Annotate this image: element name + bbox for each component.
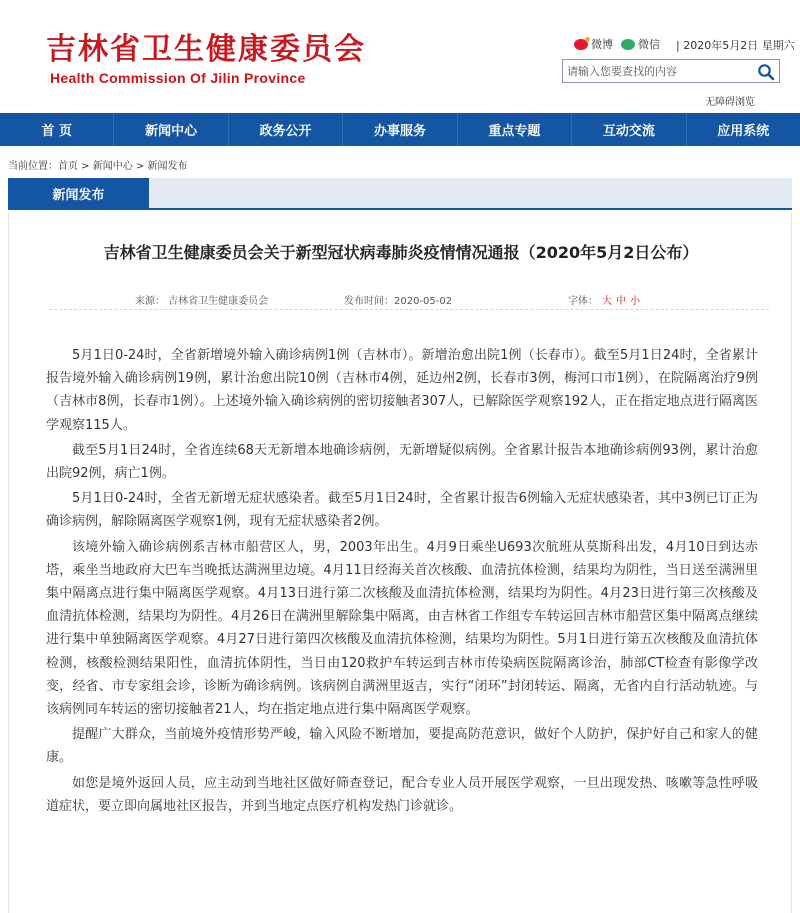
nav-government-affairs[interactable]: 政务公开 [229,113,343,146]
breadcrumb[interactable]: 当前位置：首页 > 新闻中心 > 新闻发布 [8,161,188,172]
weibo-label: 微博 [591,38,613,51]
site-title-cn[interactable]: 吉林省卫生健康委员会 [46,32,366,67]
article-paragraph: 该境外输入确诊病例系吉林市船营区人，男，2003年出生。4月9日乘坐U693次航班从莫斯科出发，4月10日到达赤塔，乘坐当地政府大巴车当晚抵达满洲里边境。4月11日经海关首次核酸、血清抗体检测，结果均为阴性，当日送至满洲里集中隔离点进行集中隔离医学观察。4月13日进行第二次核酸及血清抗体检测，结果均为阴性。4月23日进行第三次核酸及血清抗体检测，结果均为阴性。4月26日在满洲里解除集中隔离，由吉林省工作组专车转运回吉林市船营区集中隔离点继续进行集中单独隔离医学观察。4月27日进行第四次核酸及血清抗体检测，结果均为阴性。5月1日进行第五次核酸及血清抗体检测，核酸检测结果阳性，血清抗体阴性，当日由120救护车转运到吉林市传染病医院隔离诊治，肺部CT检查有影像学改变，经省、市专家组会诊，诊断为确诊病例。该病例自满洲里返吉，实行“闭环”封闭转运、隔离，无省内自行活动轨迹。与该病例同车转运的密切接触者21人，均在指定地点进行集中隔离医学观察。 [46,539,758,718]
article-paragraph: 5月1日0-24时，全省新增境外输入确诊病例1例（吉林市）。新增治愈出院1例（长春市）。截至5月1日24时，全省累计报告境外输入确诊病例19例，累计治愈出院10例（吉林市4例，延边州2例，长春市3例，梅河口市1例），在院隔离治疗9例（吉林市8例，长春市1例）。上述境外输入确诊病例的密切接触者307人，已解除医学观察192人，正在指定地点进行隔离医学观察115人。 [46,348,758,433]
main-nav [0,113,800,146]
font-size-label: 字体： [568,296,598,307]
article [8,212,792,913]
article-paragraph: 提醒广大群众，当前境外疫情形势严峻，输入风险不断增加，要提高防范意识，做好个人防护，保护好自己和家人的健康。 [46,727,758,766]
article-meta [49,288,769,310]
article-source: 来源： 吉林省卫生健康委员会 [135,296,269,307]
article-title: 吉林省卫生健康委员会关于新型冠状病毒肺炎疫情情况通报（2020年5月2日公布） [103,243,699,262]
current-date: | 2020年5月2日 星期六 [676,39,795,52]
nav-key-topics[interactable]: 重点专题 [458,113,572,146]
accessibility-link[interactable]: 无障碍浏览 [705,97,755,108]
weibo-link[interactable] [574,36,613,52]
section-bar [8,178,792,210]
nav-news-center[interactable]: 新闻中心 [114,113,228,146]
site-title-en[interactable]: Health Commission Of Jilin Province [50,70,306,86]
wechat-label: 微信 [638,38,660,51]
tab-news-release[interactable]: 新闻发布 [8,178,149,208]
article-paragraph: 截至5月1日24时，全省连续68天无新增本地确诊病例，无新增疑似病例。全省累计报告本地确诊病例93例，累计治愈出院92例，病亡1例。 [46,442,758,482]
nav-services[interactable]: 办事服务 [343,113,457,146]
font-size-small[interactable]: 小 [630,296,640,307]
nav-home[interactable]: 首 页 [0,113,114,146]
font-size-medium[interactable]: 中 [616,296,626,307]
wechat-icon [621,39,635,50]
article-body [46,344,758,818]
search-input[interactable] [567,62,747,80]
weibo-icon [574,39,588,50]
search-box [562,59,780,83]
nav-app-systems[interactable]: 应用系统 [717,124,770,139]
article-time: 发布时间：2020-05-02 [344,296,453,307]
nav-interaction[interactable]: 互动交流 [572,113,686,146]
font-size-large[interactable]: 大 [602,296,612,307]
social-links [574,36,660,52]
font-size-controls [568,292,640,307]
search-icon[interactable] [757,63,775,81]
article-paragraph: 如您是境外返回人员，应主动到当地社区做好筛查登记，配合专业人员开展医学观察，一旦出现发热、咳嗽等急性呼吸道症状，要立即向属地社区报告，并到当地定点医疗机构发热门诊就诊。 [46,775,758,814]
article-paragraph: 5月1日0-24时，全省无新增无症状感染者。截至5月1日24时，全省累计报告6例输入无症状感染者，其中3例已订正为确诊病例，解除隔离医学观察1例，现有无症状感染者2例。 [46,491,758,530]
wechat-link[interactable] [621,36,660,52]
site-header [0,0,800,113]
